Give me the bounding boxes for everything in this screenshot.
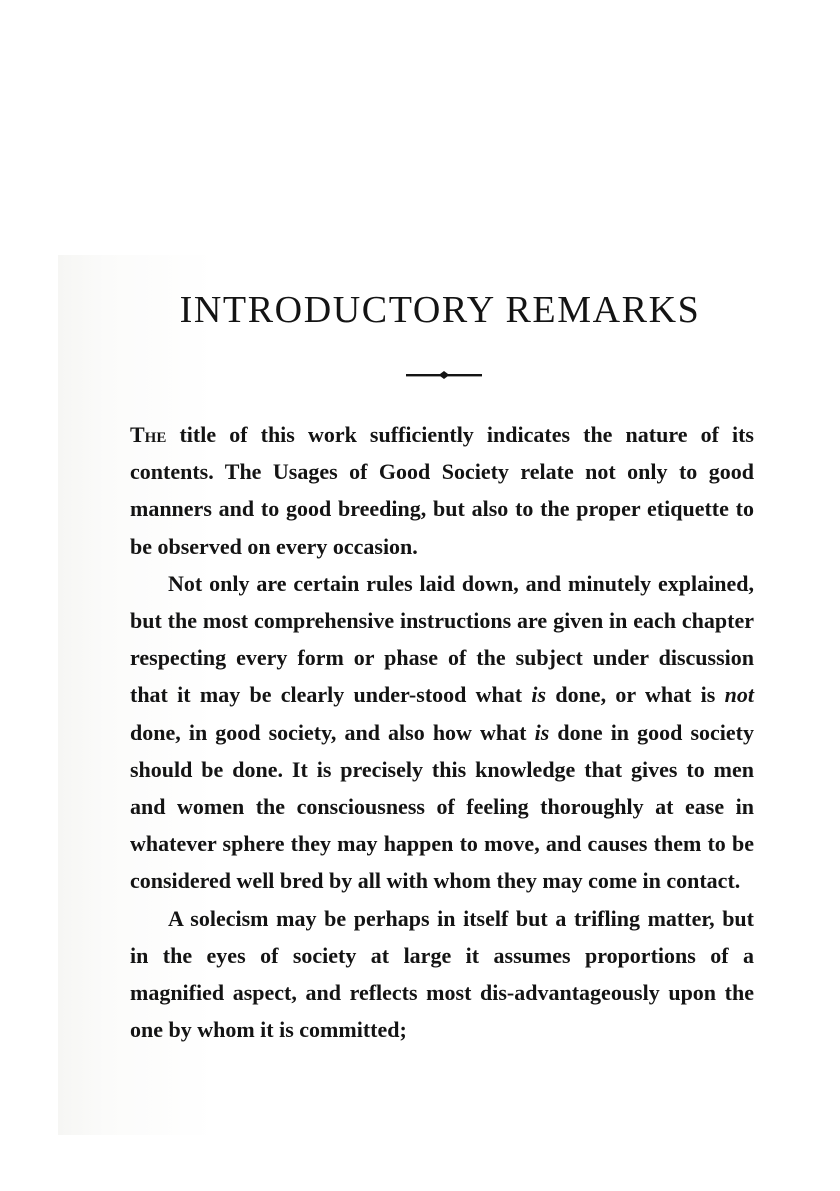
- page-title: INTRODUCTORY REMARKS: [179, 289, 701, 331]
- paragraph-3: [130, 900, 754, 1049]
- emphasis-is: is: [534, 719, 550, 745]
- lead-word: The: [130, 422, 167, 447]
- paragraph-2: [130, 565, 754, 900]
- emphasis-is: is: [531, 682, 547, 708]
- paragraph-2-text: done, or what is: [546, 682, 725, 708]
- paragraph-1-text: title of this work sufficiently indicates the nature of its contents. The Usages of Good Society relate not only to good manners and to good breeding, but also to the proper etiquette to be observed on every occasion.: [130, 422, 754, 559]
- paragraph-2-text: done in good society should be done. It is precisely this knowledge that gives to men and women the consciousness of feeling thoroughly at ease in whatever sphere they may happen to move, and causes them to be considered well bred by all with whom they may come in contact.: [130, 719, 754, 894]
- body-text: [130, 416, 754, 1048]
- paragraph-3-text: A solecism may be perhaps in itself but a trifling matter, but in the eyes of society at large it assumes proportions of a magnified aspect, and reflects most dis-advantageously upon the one by whom it is committed;: [130, 905, 754, 1043]
- paragraph-2-text: done, in good society, and also how what: [130, 719, 535, 745]
- ornament-rule-icon: [404, 368, 484, 382]
- paragraph-1: [130, 416, 754, 565]
- emphasis-not: not: [724, 682, 754, 708]
- paragraph-2-text: Not only are certain rules laid down, and minutely explained, but the most comprehensive instructions are given in each chapter respecting every form or phase of the subject under discussion that it may be clearly under-stood what: [130, 570, 754, 708]
